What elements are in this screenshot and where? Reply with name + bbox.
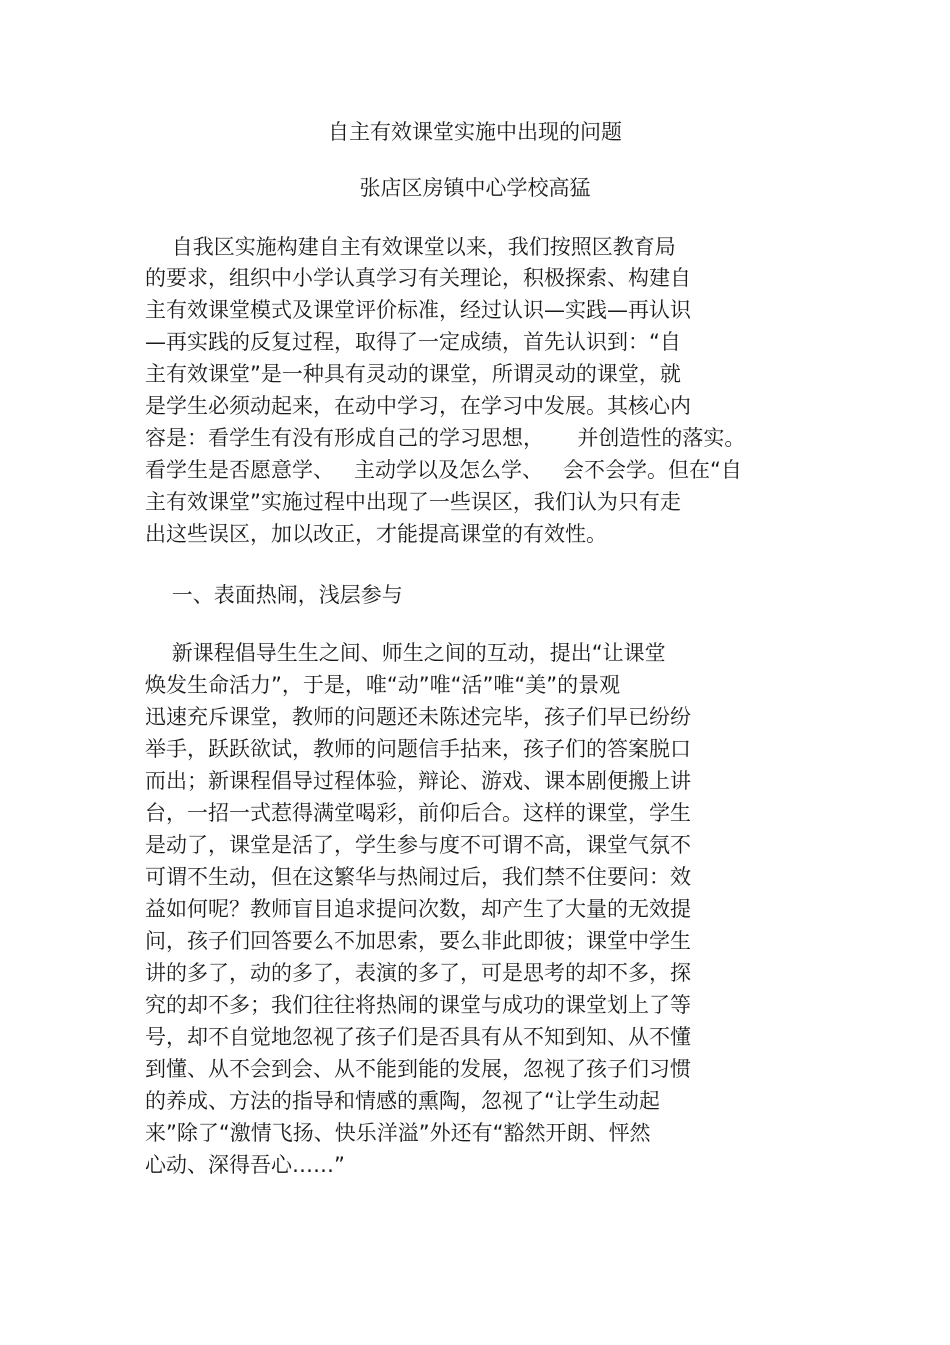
paragraph-2-line: 而出；新课程倡导过程体验，辩论、游戏、课本剧便搬上讲 — [145, 769, 691, 793]
paragraph-2-line: 新课程倡导生生之间、师生之间的互动，提出“让课堂 — [145, 641, 666, 665]
paragraph-1-line: 主有效课堂模式及课堂评价标准，经过认识—实践—再认识 — [145, 298, 691, 322]
paragraph-1-line: 看学生是否愿意学、 主动学以及怎么学、 会不会学。但在“自 — [145, 458, 742, 482]
paragraph-2-line: 号，却不自觉地忽视了孩子们是否具有从不知到知、从不懂 — [145, 1025, 691, 1049]
section-heading: 一、表面热闹，浅层参与 — [145, 583, 403, 607]
paragraph-1-line: 的要求，组织中小学认真学习有关理论，积极探索、构建自 — [145, 266, 691, 290]
paragraph-1-line: 自我区实施构建自主有效课堂以来，我们按照区教育局 — [145, 235, 676, 259]
paragraph-2-line: 可谓不生动，但在这繁华与热闹过后，我们禁不住要问：效 — [145, 865, 691, 889]
paragraph-1-line: 是学生必须动起来，在动中学习，在学习中发展。其核心内 — [145, 394, 691, 418]
paragraph-1-line: 出这些误区，加以改正，才能提高课堂的有效性。 — [145, 522, 607, 546]
paragraph-1-line: 主有效课堂”实施过程中出现了一些误区，我们认为只有走 — [145, 490, 681, 514]
paragraph-2-line: 台，一招一式惹得满堂喝彩，前仰后合。这样的课堂，学生 — [145, 801, 691, 825]
paragraph-2-line: 益如何呢？教师盲目追求提问次数，却产生了大量的无效提 — [145, 897, 691, 921]
paragraph-2-line: 到懂、从不会到会、从不能到能的发展，忽视了孩子们习惯 — [145, 1057, 691, 1081]
paragraph-2-line: 来”除了“激情飞扬、快乐洋溢”外还有“豁然开朗、怦然 — [145, 1121, 651, 1145]
paragraph-1-line: 容是：看学生有没有形成自己的学习思想， 并创造性的落实。 — [145, 426, 746, 450]
paragraph-2-line: 问，孩子们回答要么不加思索，要么非此即彼；课堂中学生 — [145, 929, 691, 953]
document-title: 自主有效课堂实施中出现的问题 — [328, 120, 622, 144]
paragraph-2-line: 心动、深得吾心……” — [145, 1153, 345, 1177]
paragraph-2-line: 讲的多了，动的多了，表演的多了，可是思考的却不多，探 — [145, 961, 691, 985]
paragraph-2-line: 是动了，课堂是活了，学生参与度不可谓不高，课堂气氛不 — [145, 833, 691, 857]
document-author: 张店区房镇中心学校高猛 — [359, 176, 591, 200]
paragraph-2-line: 迅速充斥课堂，教师的问题还未陈述完毕，孩子们早已纷纷 — [145, 705, 691, 729]
paragraph-2-line: 的养成、方法的指导和情感的熏陶，忽视了“让学生动起 — [145, 1089, 660, 1113]
paragraph-2-line: 究的却不多；我们往往将热闹的课堂与成功的课堂划上了等 — [145, 993, 691, 1017]
paragraph-2-line: 焕发生命活力”，于是，唯“动”唯“活”唯“美”的景观 — [145, 673, 621, 697]
paragraph-1-line: 主有效课堂”是一种具有灵动的课堂，所谓灵动的课堂，就 — [145, 362, 681, 386]
paragraph-1-line: —再实践的反复过程，取得了一定成绩，首先认识到：“自 — [145, 330, 681, 354]
paragraph-2-line: 举手，跃跃欲试，教师的问题信手拈来，孩子们的答案脱口 — [145, 737, 691, 761]
